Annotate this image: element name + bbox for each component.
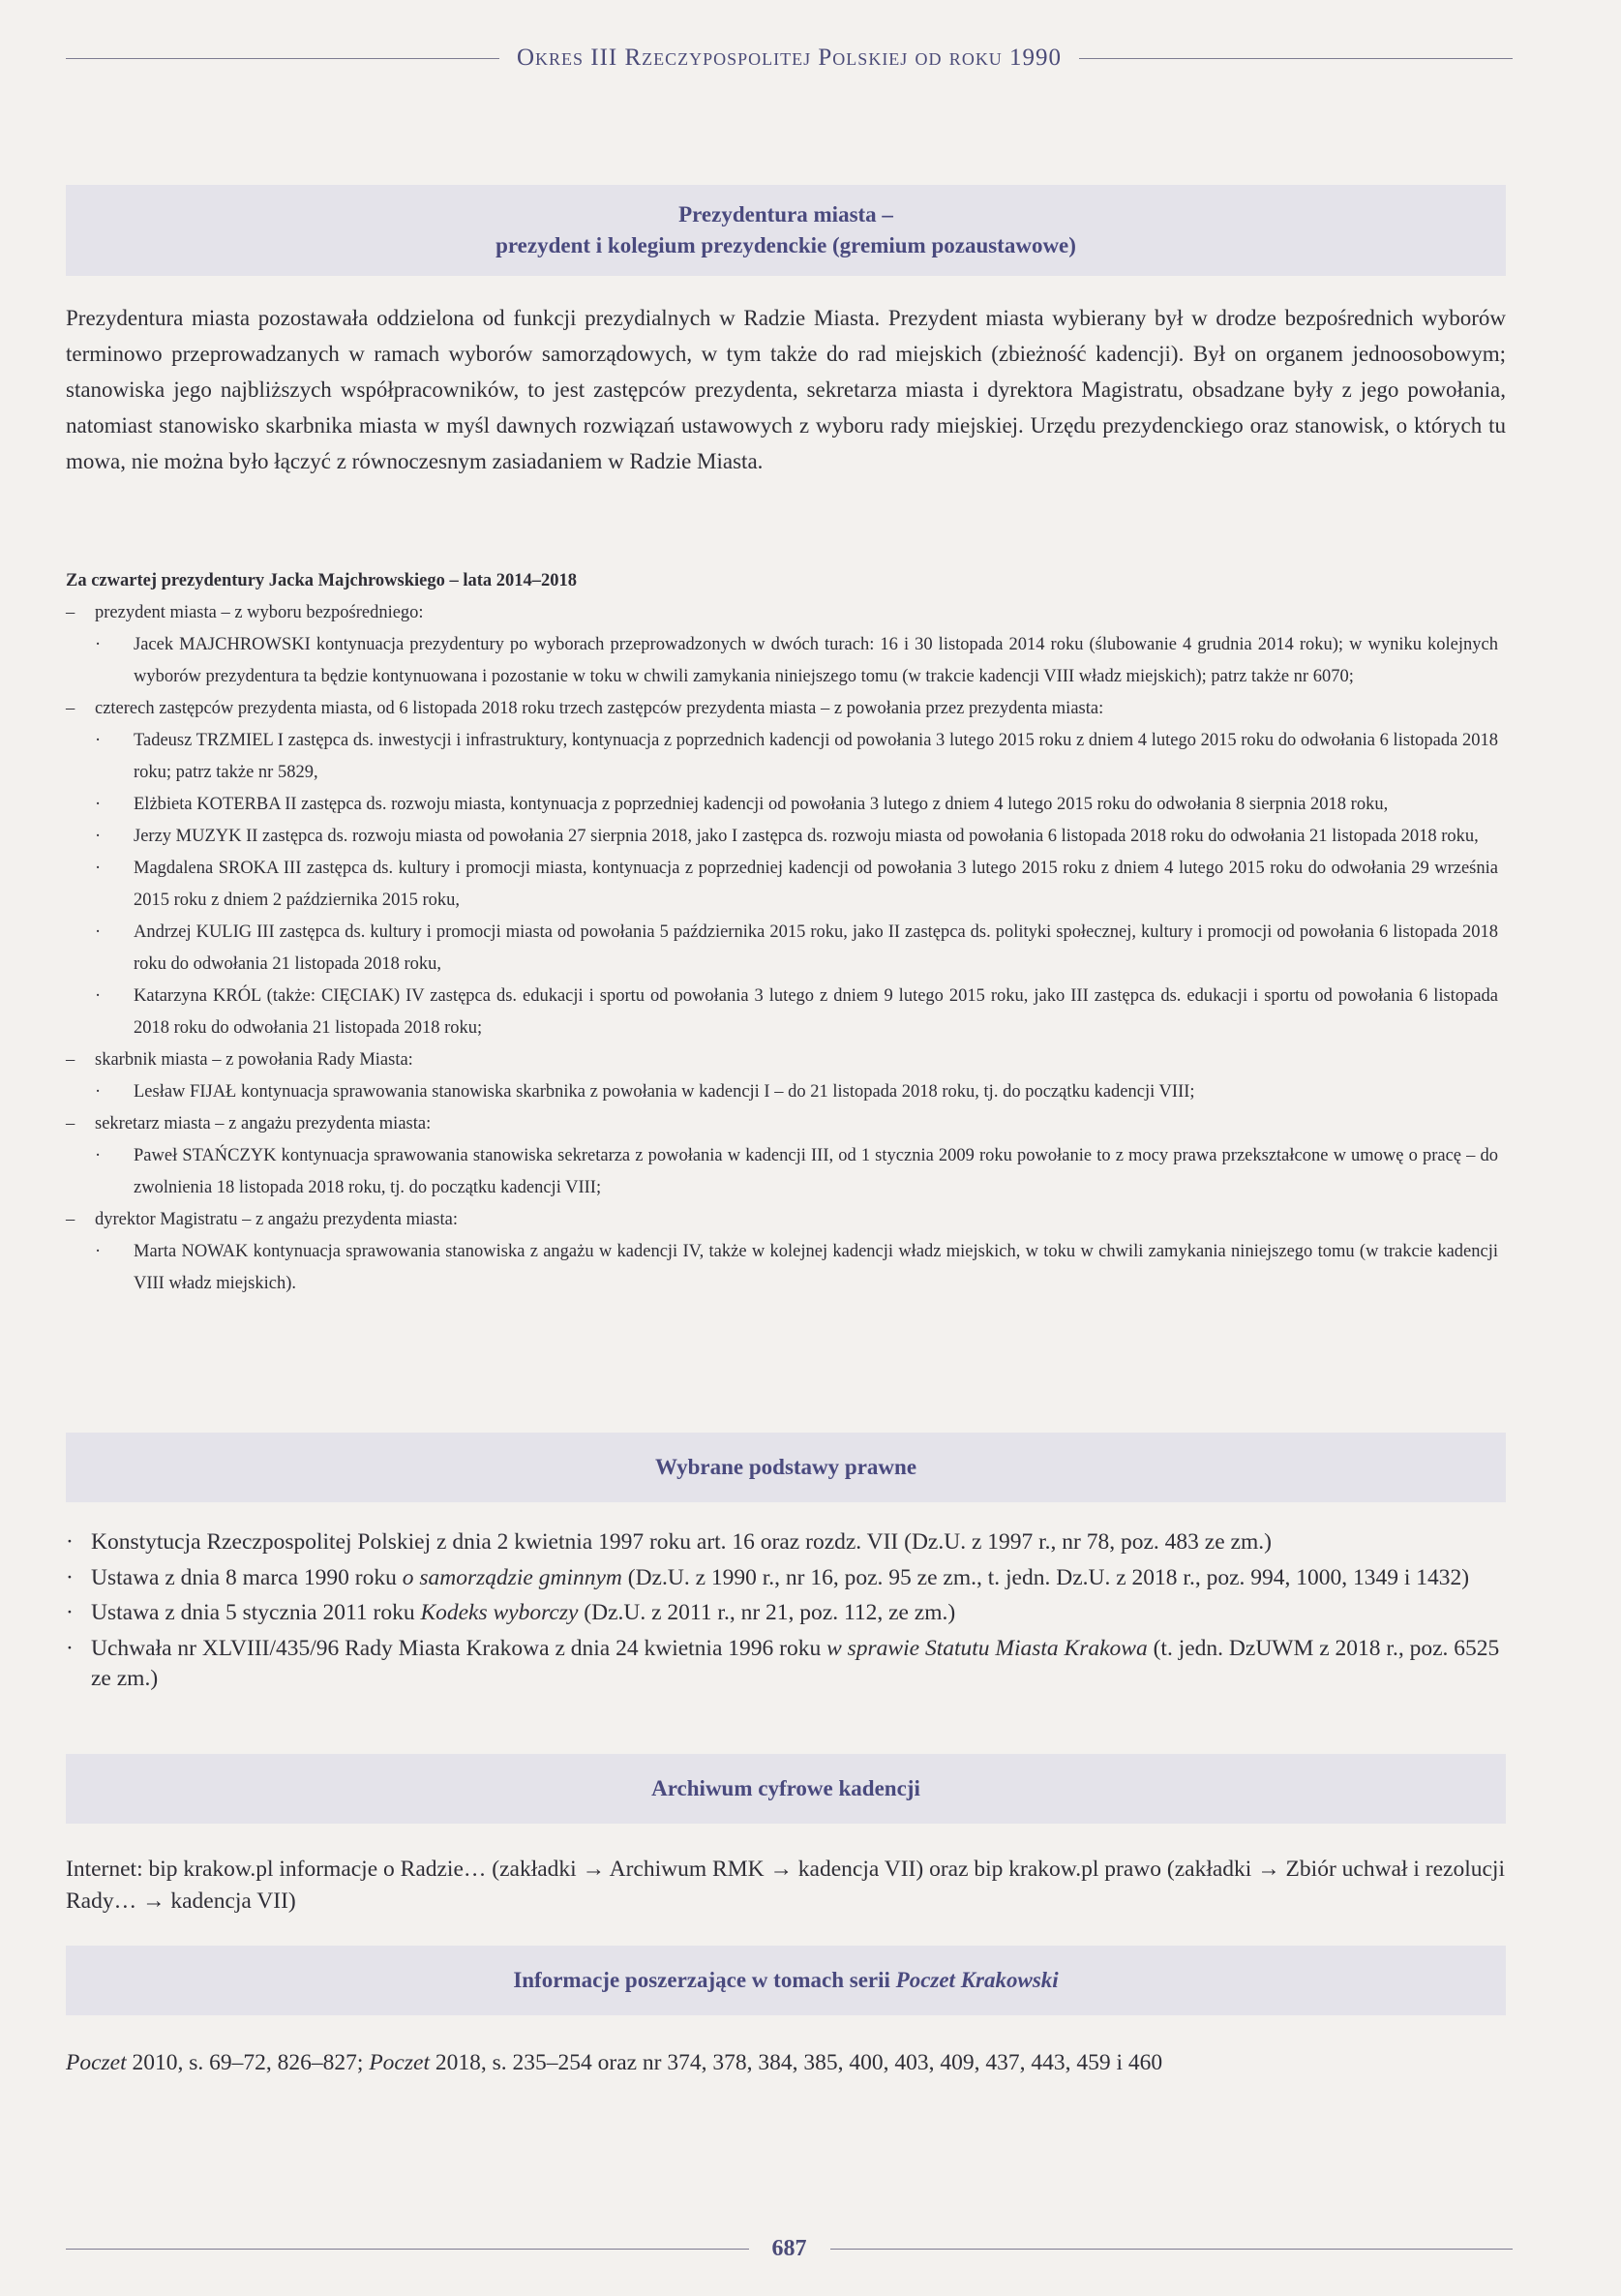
list-item: · Jerzy MUZYK II zastępca ds. rozwoju miasta od powołania 27 sierpnia 2018, jako I zastępca ds. rozwoju miasta od powołania 6 listopada 2018 roku do odwołania 21 listopada 2018 roku, [66,821,1498,853]
group-label-deputies: – czterech zastępców prezydenta miasta, od 6 listopada 2018 roku trzech zastępców prezydenta miasta – z powołania przez prezydenta miasta: [66,693,1498,725]
presidency-title-line2: prezydent i kolegium prezydenckie (gremium pozaustawowe) [495,233,1076,257]
bullet-marker: · [66,1635,74,1661]
section-heading-presidency [66,185,1506,276]
legal-item: · Ustawa z dnia 5 stycznia 2011 roku Kodeks wyborczy (Dz.U. z 2011 r., nr 21, poz. 112, ze zm.) [66,1598,1506,1629]
bullet-marker: · [66,1529,74,1555]
footer-rule-right [830,2249,1514,2250]
bullet-marker: · [95,1146,102,1165]
archive-title: Archiwum cyfrowe kadencji [651,1776,920,1800]
poczet-text: Poczet 2010, s. 69–72, 826–827; Poczet 2018, s. 235–254 oraz nr 374, 378, 384, 385, 400, 403, 409, 437, 443, 459 i 460 [66,2050,1163,2075]
bullet-marker: · [95,986,102,1006]
bullet-marker: · [66,1564,74,1590]
header-rule-left [66,58,499,59]
presidency-title-line1: Prezydentura miasta – [678,202,893,227]
bullet-marker: · [95,795,102,814]
list-item: · Magdalena SROKA III zastępca ds. kultury i promocji miasta, kontynuacja z poprzedniej kadencji od powołania 3 lutego 2015 roku z dniem 4 lutego 2015 roku do odwołania 29 września 2015 roku z dniem 2 października 2015 roku, [66,853,1498,917]
dash-marker: – [66,1210,75,1229]
list-item: · Elżbieta KOTERBA II zastępca ds. rozwoju miasta, kontynuacja z poprzedniej kadencji od powołania 3 lutego z dniem 4 lutego 2015 roku do odwołania 8 sierpnia 2018 roku, [66,789,1498,821]
officials-list [66,565,1498,1300]
group-label-director: – dyrektor Magistratu – z angażu prezydenta miasta: [66,1204,1498,1236]
bullet-marker: · [95,635,102,654]
dash-marker: – [66,603,75,622]
running-title: Okres III Rzeczypospolitej Polskiej od roku 1990 [516,45,1063,71]
footer-rule-left [66,2249,749,2250]
group-label-treasurer: – skarbnik miasta – z powołania Rady Miasta: [66,1044,1498,1076]
legal-item: · Konstytucja Rzeczpospolitej Polskiej z dnia 2 kwietnia 1997 roku art. 16 oraz rozdz. VII (Dz.U. z 1997 r., nr 78, poz. 483 ze zm.) [66,1527,1506,1558]
dash-marker: – [66,1050,75,1070]
list-item: · Jacek MAJCHROWSKI kontynuacja prezydentury po wyborach przeprowadzonych w dwóch turach: 16 i 30 listopada 2014 roku (ślubowanie 4 grudnia 2014 roku); w wyniku kolejnych wyborów prezydentura ta będzie kontynuowana i pozostanie w toku w chwili zamykania niniejszego tomu (w trakcie kadencji VIII władz miejskich); patrz także nr 6070; [66,629,1498,693]
list-item: · Tadeusz TRZMIEL I zastępca ds. inwestycji i infrastruktury, kontynuacja z poprzednich kadencji od powołania 3 lutego 2015 roku z dniem 4 lutego 2015 roku do odwołania 6 listopada 2018 roku; patrz także nr 5829, [66,725,1498,789]
running-header [66,45,1513,72]
bullet-marker: · [95,922,102,942]
dash-marker: – [66,1114,75,1133]
bullet-marker: · [95,1082,102,1102]
header-rule-right [1079,58,1513,59]
legal-basis-list [66,1527,1506,1700]
group-label-secretary: – sekretarz miasta – z angażu prezydenta miasta: [66,1108,1498,1140]
dash-marker: – [66,699,75,718]
archive-text: Internet: bip krakow.pl informacje o Radzie… (zakładki → Archiwum RMK → kadencja VII) oraz bip krakow.pl prawo (zakładki → Zbiór uchwał i rezolucji Rady… → kadencja VII) [66,1857,1505,1914]
list-item: · Marta NOWAK kontynuacja sprawowania stanowiska z angażu w kadencji IV, także w kolejnej kadencji władz miejskich, w toku w chwili zamykania niniejszego tomu (w trakcie kadencji VIII władz miejskich). [66,1236,1498,1300]
legal-item: · Uchwała nr XLVIII/435/96 Rady Miasta Krakowa z dnia 24 kwietnia 1996 roku w sprawie Statutu Miasta Krakowa (t. jedn. DzUWM z 2018 r., poz. 6525 ze zm.) [66,1635,1500,1691]
section-heading-archive [66,1754,1506,1824]
officials-heading: Za czwartej prezydentury Jacka Majchrowskiego – lata 2014–2018 [66,571,578,590]
bullet-marker: · [66,1600,74,1625]
list-item: · Lesław FIJAŁ kontynuacja sprawowania stanowiska skarbnika z powołania w kadencji I – do 21 listopada 2018 roku, tj. do początku kadencji VIII; [66,1076,1498,1108]
list-item: · Andrzej KULIG III zastępca ds. kultury i promocji miasta od powołania 5 października 2015 roku, jako II zastępca ds. polityki społecznej, kultury i promocji od powołania 6 listopada 2018 roku do odwołania 21 listopada 2018 roku, [66,917,1498,981]
section-heading-legal [66,1433,1506,1502]
bullet-marker: · [95,827,102,846]
group-label-president: – prezydent miasta – z wyboru bezpośredniego: [66,597,1498,629]
legal-title: Wybrane podstawy prawne [654,1455,917,1479]
page-footer [66,2236,1513,2262]
bullet-marker: · [95,1242,102,1261]
bullet-marker: · [95,859,102,878]
list-item: · Katarzyna KRÓL (także: CIĘCIAK) IV zastępca ds. edukacji i sportu od powołania 3 lutego z dniem 9 lutego 2015 roku, jako III zastępca ds. edukacji i sportu od powołania 6 listopada 2018 roku do odwołania 21 listopada 2018 roku; [66,981,1498,1044]
legal-item: · Ustawa z dnia 8 marca 1990 roku o samorządzie gminnym (Dz.U. z 1990 r., nr 16, poz. 95 ze zm., t. jedn. Dz.U. z 2018 r., poz. 994, 1000, 1349 i 1432) [66,1563,1506,1594]
poczet-title: Informacje poszerzające w tomach serii Poczet Krakowski [513,1968,1059,1992]
presidency-paragraph: Prezydentura miasta pozostawała oddzielona od funkcji prezydialnych w Radzie Miasta. Prezydent miasta wybierany był w drodze bezpośrednich wyborów terminowo przeprowadzanych w ramach wyborów samorządowych, w tym także do rad miejskich (zbieżność kadencji). Był on organem jednoosobowym; stanowiska jego najbliższych współpracowników, to jest zastępców prezydenta, sekretarza miasta i dyrektora Magistratu, obsadzane były z jego powołania, natomiast stanowisko skarbnika miasta w myśl dawnych rozwiązań ustawowych z wyboru rady miejskiej. Urzędu prezydenckiego oraz stanowisk, o których tu mowa, nie można było łączyć z równoczesnym zasiadaniem w Radzie Miasta. [66,306,1506,473]
section-heading-poczet [66,1946,1506,2015]
list-item: · Paweł STAŃCZYK kontynuacja sprawowania stanowiska sekretarza z powołania w kadencji III, od 1 stycznia 2009 roku powołanie to z mocy prawa przekształcone w umowę o pracę – do zwolnienia 18 listopada 2018 roku, tj. do początku kadencji VIII; [66,1140,1498,1204]
page-number: 687 [771,2236,807,2261]
bullet-marker: · [95,731,102,750]
